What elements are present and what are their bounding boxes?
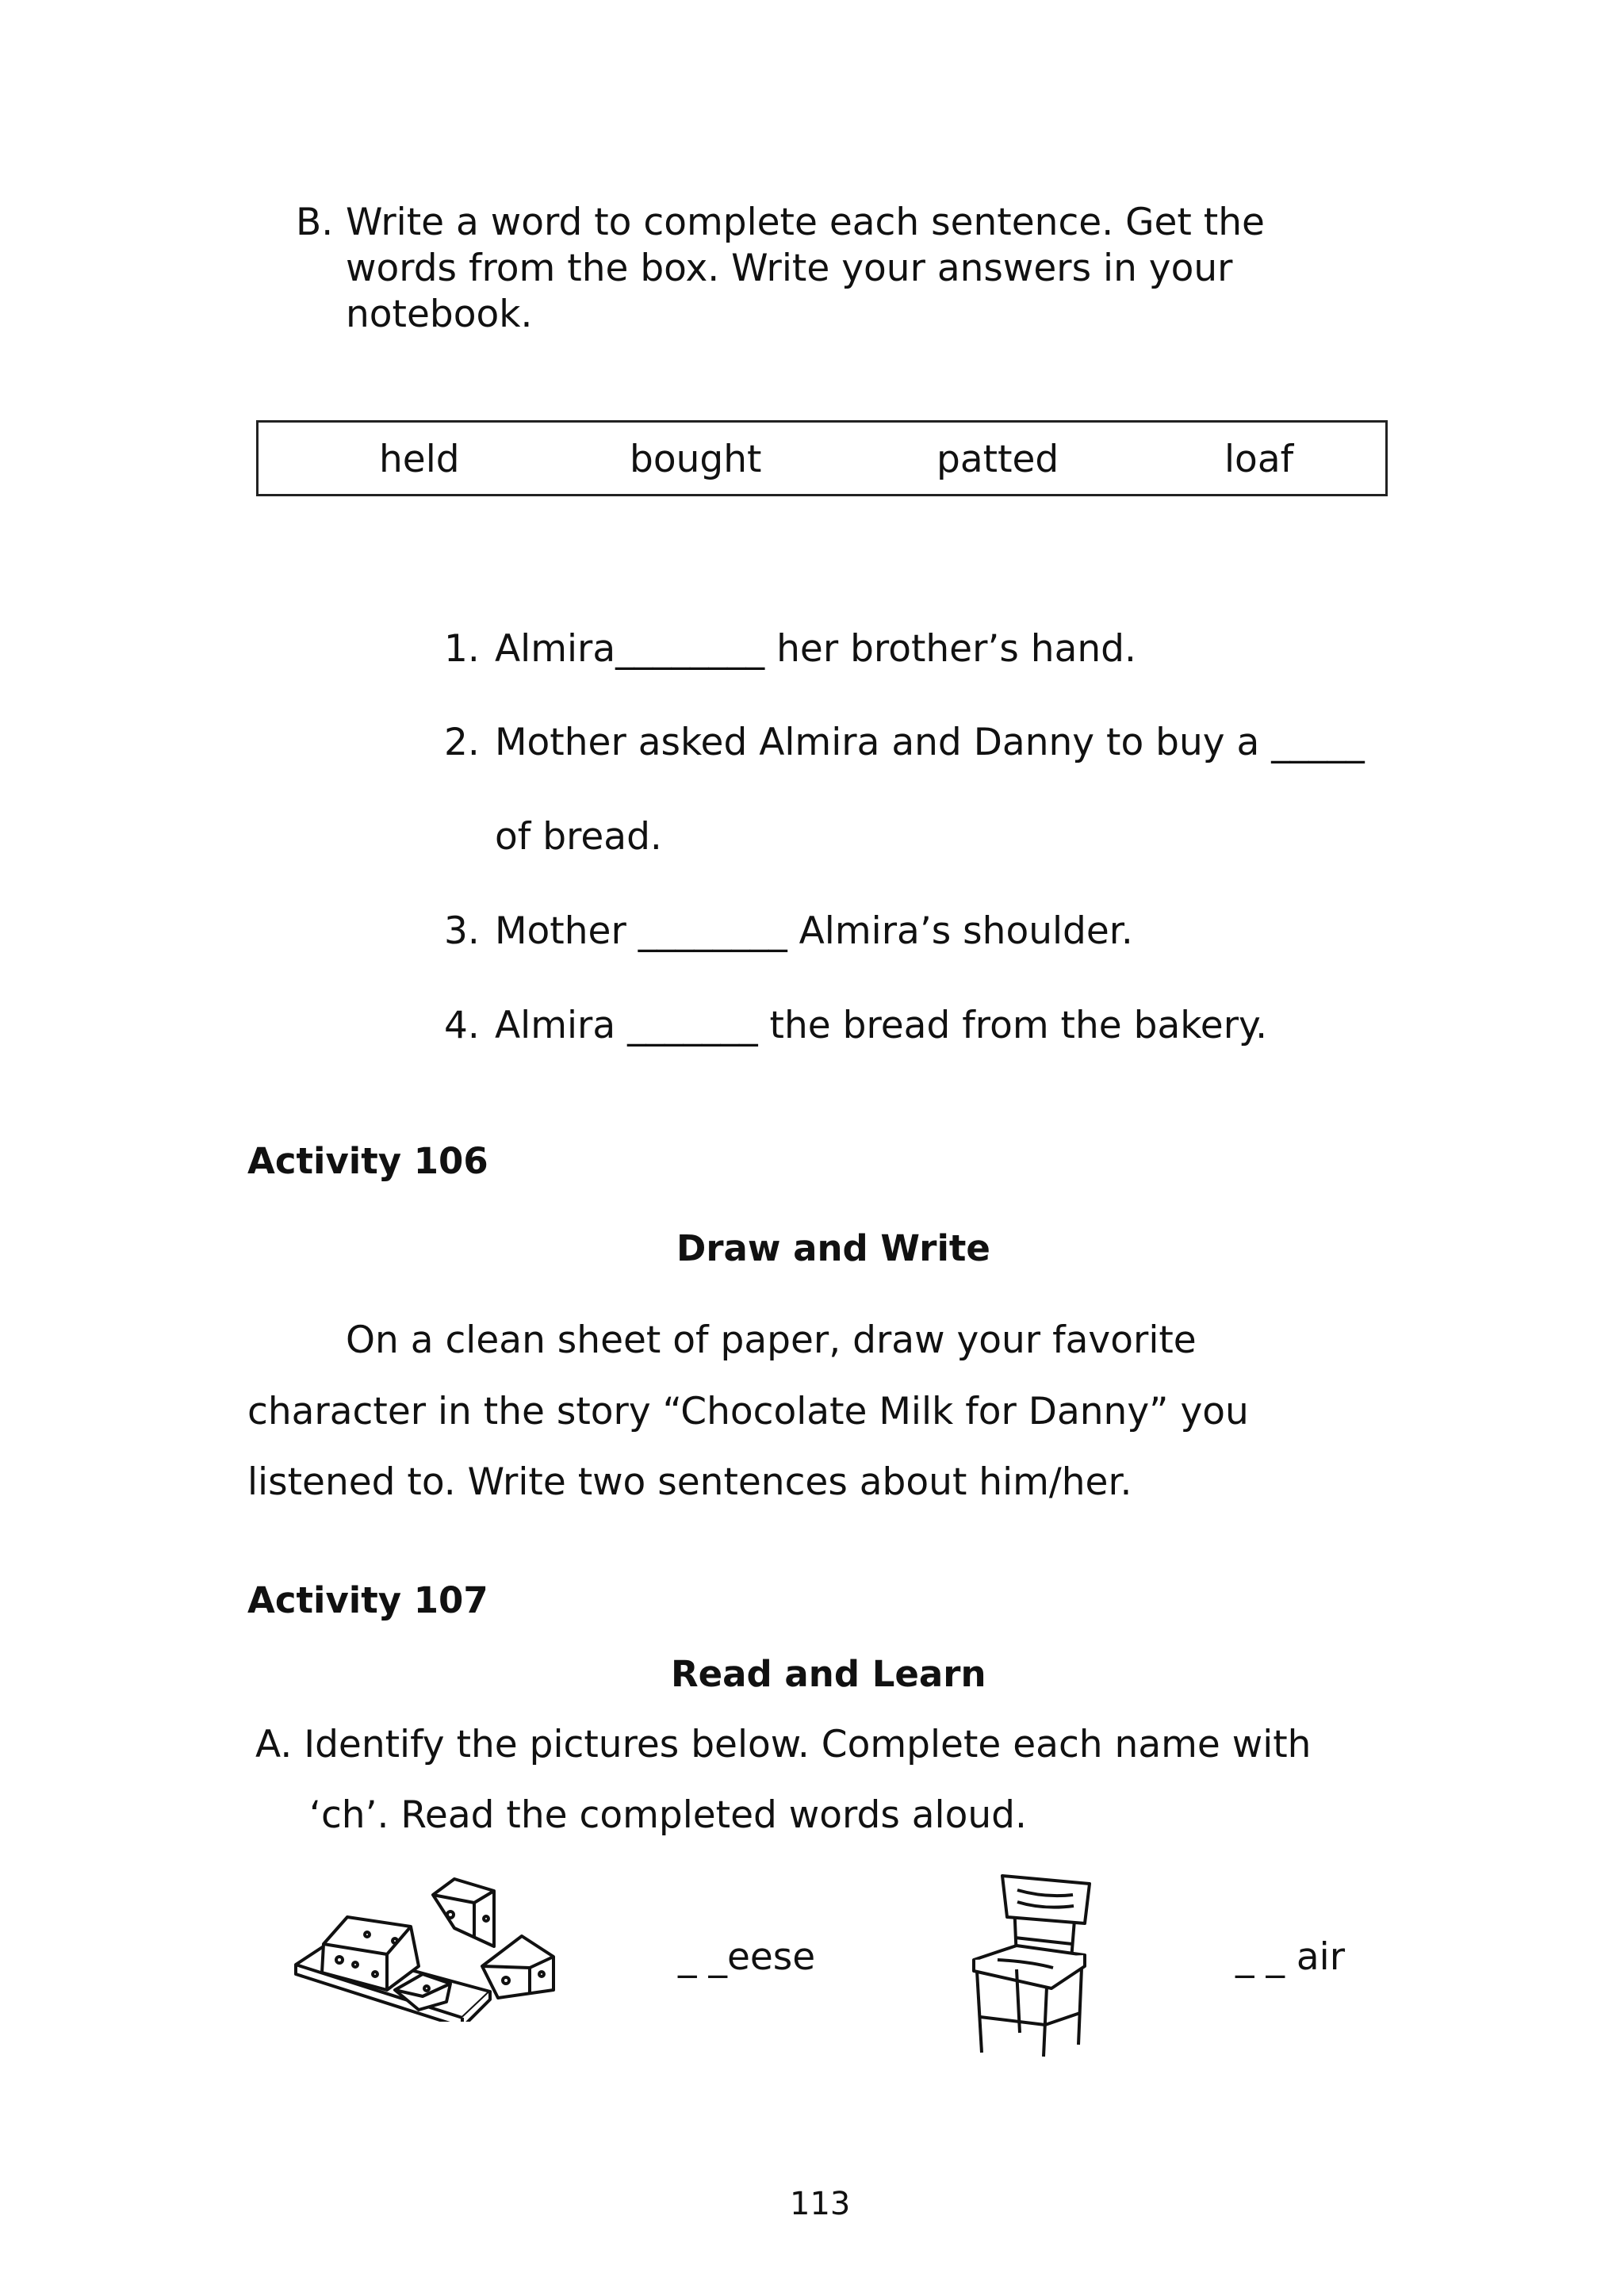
- question-text: Mother asked Almira and Danny to buy a _____: [495, 721, 1365, 764]
- activity-107-instruction-line: A. Identify the pictures below. Complete each name with: [255, 1723, 1312, 1766]
- activity-106-paragraph-line: character in the story “Chocolate Milk for Danny” you: [247, 1390, 1249, 1433]
- section-b-letter: B.: [296, 201, 334, 244]
- activity-106-paragraph-line: On a clean sheet of paper, draw your favorite: [346, 1318, 1197, 1362]
- page-number: 113: [790, 2186, 851, 2222]
- word-box: [256, 420, 1388, 496]
- cheese-blank-word: _ _eese: [678, 1935, 816, 1979]
- question-number: 2.: [444, 721, 480, 764]
- activity-106-subheading: Draw and Write: [676, 1227, 990, 1269]
- instruction-line: words from the box. Write your answers in your: [346, 247, 1233, 290]
- word-box-item: held: [379, 438, 460, 481]
- question-number: 3.: [444, 909, 480, 953]
- section-b-instruction: [346, 200, 1265, 338]
- activity-106-paragraph-line: listened to. Write two sentences about him/her.: [247, 1460, 1132, 1504]
- activity-107-heading: Activity 107: [247, 1579, 488, 1621]
- question-text: Almira _______ the bread from the bakery.: [495, 1004, 1268, 1047]
- activity-107-instruction-line: ‘ch’. Read the completed words aloud.: [309, 1793, 1027, 1837]
- question-number: 1.: [444, 627, 480, 671]
- question-text: Almira________ her brother’s hand.: [495, 627, 1136, 671]
- chair-picture-icon: [958, 1866, 1101, 2061]
- cheese-picture-icon: [292, 1871, 569, 2022]
- activity-107-subheading: Read and Learn: [671, 1653, 986, 1695]
- activity-106-heading: Activity 106: [247, 1140, 488, 1182]
- question-number: 4.: [444, 1004, 480, 1047]
- instruction-line: notebook.: [346, 293, 533, 336]
- chair-blank-word: _ _ air: [1235, 1935, 1346, 1979]
- question-text: Mother ________ Almira’s shoulder.: [495, 909, 1133, 953]
- question-continuation: of bread.: [495, 815, 662, 859]
- word-box-item: loaf: [1224, 438, 1294, 481]
- instruction-line: Write a word to complete each sentence. Get the: [346, 201, 1265, 244]
- word-box-item: bought: [630, 438, 762, 481]
- word-box-item: patted: [936, 438, 1059, 481]
